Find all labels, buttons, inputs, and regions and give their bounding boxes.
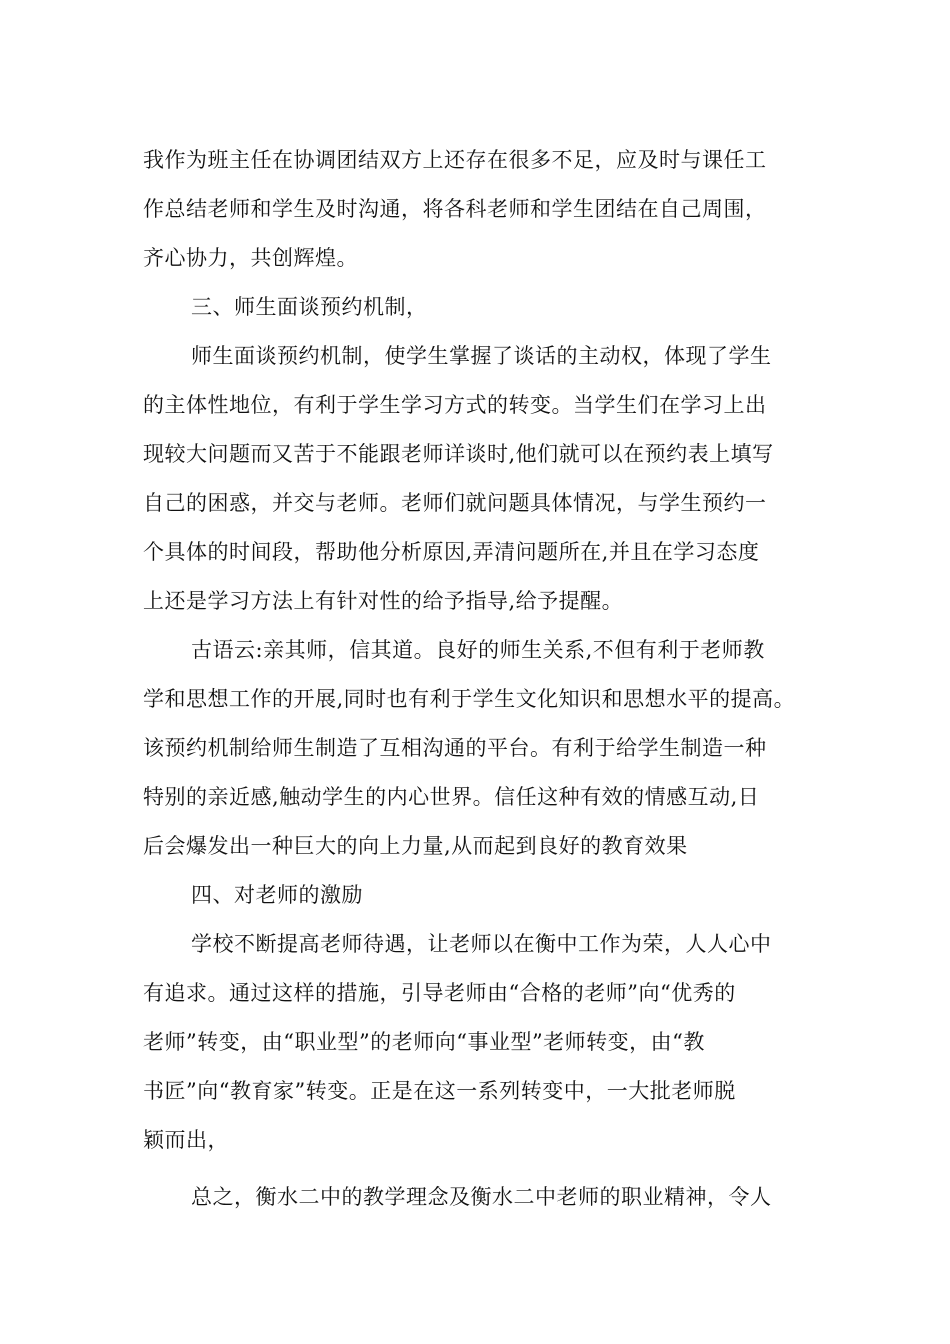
text-line: 有追求。通过这样的措施，引导老师由“合格的老师”向“优秀的	[143, 981, 736, 1005]
text-line: 齐心协力，共创辉煌。	[143, 246, 358, 270]
text-line: 古语云:亲其师，信其道。良好的师生关系,不但有利于老师教	[191, 638, 765, 662]
text-line: 师生面谈预约机制，使学生掌握了谈话的主动权，体现了学生	[191, 344, 772, 368]
text-line: 作总结老师和学生及时沟通，将各科老师和学生团结在自己周围，	[143, 197, 767, 221]
text-line: 学和思想工作的开展,同时也有利于学生文化知识和思想水平的提高。	[143, 687, 796, 711]
text-line: 总之，衡水二中的教学理念及衡水二中老师的职业精神，令人	[191, 1185, 772, 1209]
text-line: 现较大问题而又苦于不能跟老师详谈时,他们就可以在预约表上填写	[143, 442, 774, 466]
text-line: 个具体的时间段，帮助他分析原因,弄清问题所在,并且在学习态度	[143, 540, 760, 564]
text-line: 自己的困惑，并交与老师。老师们就问题具体情况，与学生预约一	[143, 491, 767, 515]
document-body	[143, 136, 833, 1222]
section-heading-3: 三、师生面谈预约机制，	[191, 295, 428, 319]
paragraph-gap	[143, 1165, 833, 1173]
text-line: 我作为班主任在协调团结双方上还存在很多不足，应及时与课任工	[143, 148, 767, 172]
text-line: 书匠”向“教育家”转变。正是在这一系列转变中，一大批老师脱	[143, 1079, 736, 1103]
text-line: 上还是学习方法上有针对性的给予指导,给予提醒。	[143, 589, 624, 613]
text-line: 学校不断提高老师待遇，让老师以在衡中工作为荣，人人心中	[191, 932, 772, 956]
section-heading-4: 四、对老师的激励	[191, 883, 363, 907]
text-line: 后会爆发出一种巨大的向上力量,从而起到良好的教育效果	[143, 834, 688, 858]
text-line: 特别的亲近感,触动学生的内心世界。信任这种有效的情感互动,日	[143, 785, 760, 809]
text-line: 该预约机制给师生制造了互相沟通的平台。有利于给学生制造一种	[143, 736, 767, 760]
text-line: 老师”转变，由“职业型”的老师向“事业型”老师转变，由“教	[143, 1030, 705, 1054]
text-line: 颖而出，	[143, 1128, 229, 1152]
text-line: 的主体性地位，有利于学生学习方式的转变。当学生们在学习上出	[143, 393, 767, 417]
